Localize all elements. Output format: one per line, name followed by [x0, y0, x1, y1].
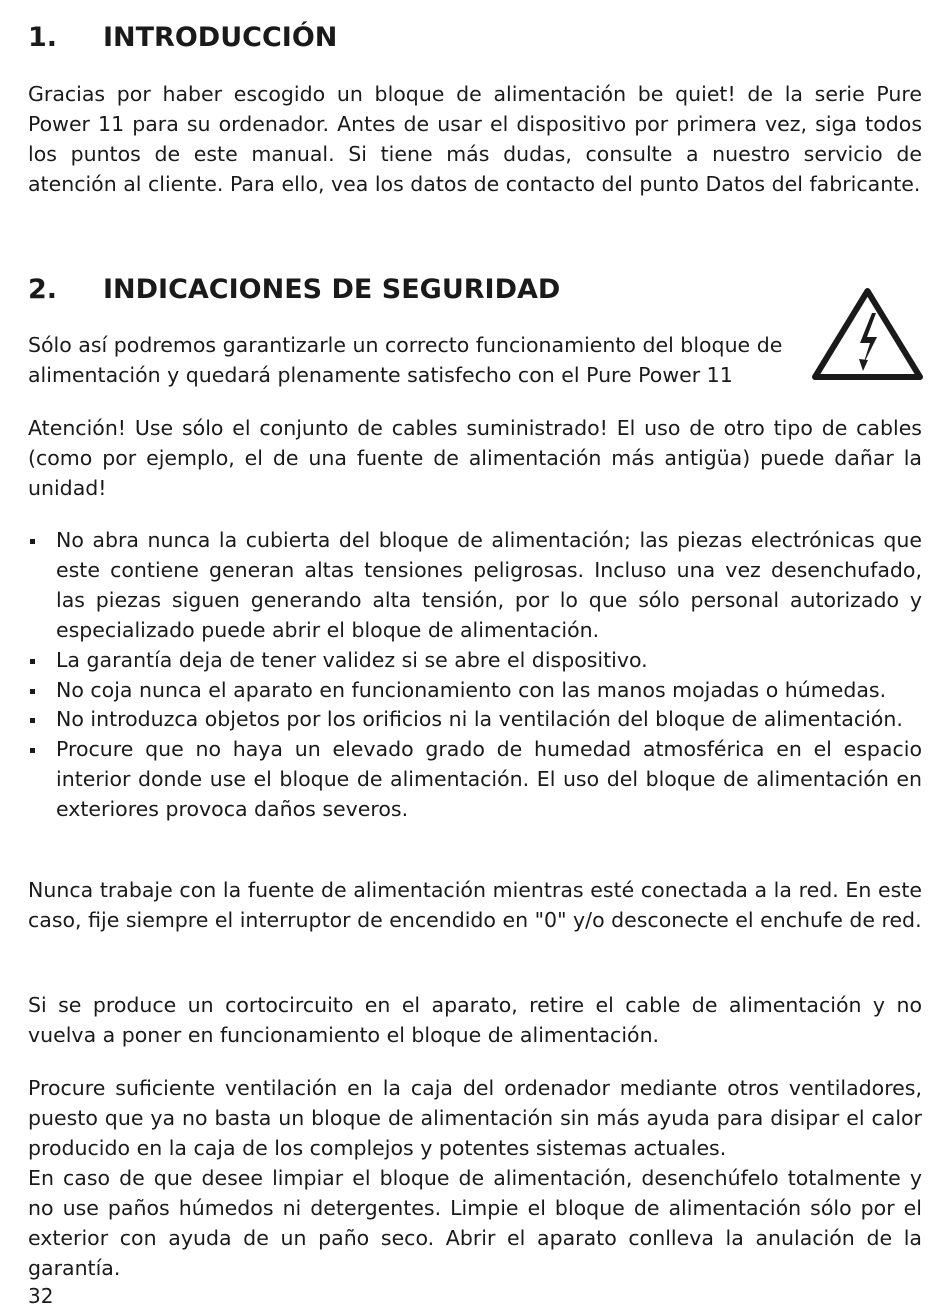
- safety-intro-paragraph: Sólo así podremos garantizarle un correcto funcionamiento del bloque de alimentación y quedará plenamente satisfecho con el Pure Power 11: [28, 333, 783, 387]
- safety-bullet-list: [28, 526, 922, 825]
- ventilation-paragraph: Procure suficiente ventilación en la caja del ordenador mediante otros ventiladores, puesto que ya no basta un bloque de alimentación sin más ayuda para disipar el calor producido en la caja de los complejos y potentes sistemas actuales.: [28, 1076, 922, 1160]
- section-2-title: INDICACIONES DE SEGURIDAD: [103, 274, 561, 305]
- attention-paragraph: Atención! Use sólo el conjunto de cables suministrado! El uso de otro tipo de cables (como por ejemplo, el de una fuente de alimentación más antigüa) puede dañar la unidad!: [28, 416, 922, 500]
- list-item: No introduzca objetos por los orificios ni la ventilación del bloque de alimentación.: [28, 705, 922, 735]
- bullet-icon: [30, 748, 35, 753]
- cleaning-paragraph: En caso de que desee limpiar el bloque de alimentación, desenchúfelo totalmente y no use paños húmedos ni detergentes. Limpie el bloque de alimentación sólo por el exterior con ayuda de un paño seco. Abrir el aparato conlleva la anulación de la garantía.: [28, 1166, 922, 1280]
- section-2-number: 2.: [28, 274, 58, 305]
- bullet-icon: [30, 539, 35, 544]
- bullet-icon: [30, 718, 35, 723]
- section-1-heading: [28, 22, 337, 53]
- introduction-paragraph: Gracias por haber escogido un bloque de alimentación be quiet! de la serie Pure Power 11 para su ordenador. Antes de usar el dispositivo por primera vez, siga todos los puntos de este manual. Si tiene más dudas, consulte a nuestro servicio de atención al cliente. Para ello, vea los datos de contacto del punto Datos del fabricante.: [28, 82, 922, 196]
- page-number: 32: [28, 1284, 54, 1308]
- list-item: La garantía deja de tener validez si se abre el dispositivo.: [28, 646, 922, 676]
- bullet-icon: [30, 689, 35, 694]
- list-item: No coja nunca el aparato en funcionamiento con las manos mojadas o húmedas.: [28, 676, 922, 706]
- network-warning-paragraph: Nunca trabaje con la fuente de alimentación mientras esté conectada a la red. En este caso, fije siempre el interruptor de encendido en "0" y/o desconecte el enchufe de red.: [28, 878, 922, 932]
- list-item: No abra nunca la cubierta del bloque de alimentación; las piezas electrónicas que este contiene generan altas tensiones peligrosas. Incluso una vez desenchufado, las piezas siguen generando alta tensión, por lo que sólo personal autorizado y especializado puede abrir el bloque de alimentación.: [28, 526, 922, 646]
- section-2-heading: [28, 274, 560, 305]
- bullet-icon: [30, 659, 35, 664]
- section-1-title: INTRODUCCIÓN: [103, 22, 338, 53]
- short-circuit-paragraph: Si se produce un cortocircuito en el aparato, retire el cable de alimentación y no vuelva a poner en funcionamiento el bloque de alimentación.: [28, 993, 922, 1047]
- list-item: Procure que no haya un elevado grado de humedad atmosférica en el espacio interior donde use el bloque de alimentación. El uso del bloque de alimentación en exteriores provoca daños severos.: [28, 735, 922, 825]
- high-voltage-warning-icon: [810, 285, 925, 385]
- section-1-number: 1.: [28, 22, 58, 53]
